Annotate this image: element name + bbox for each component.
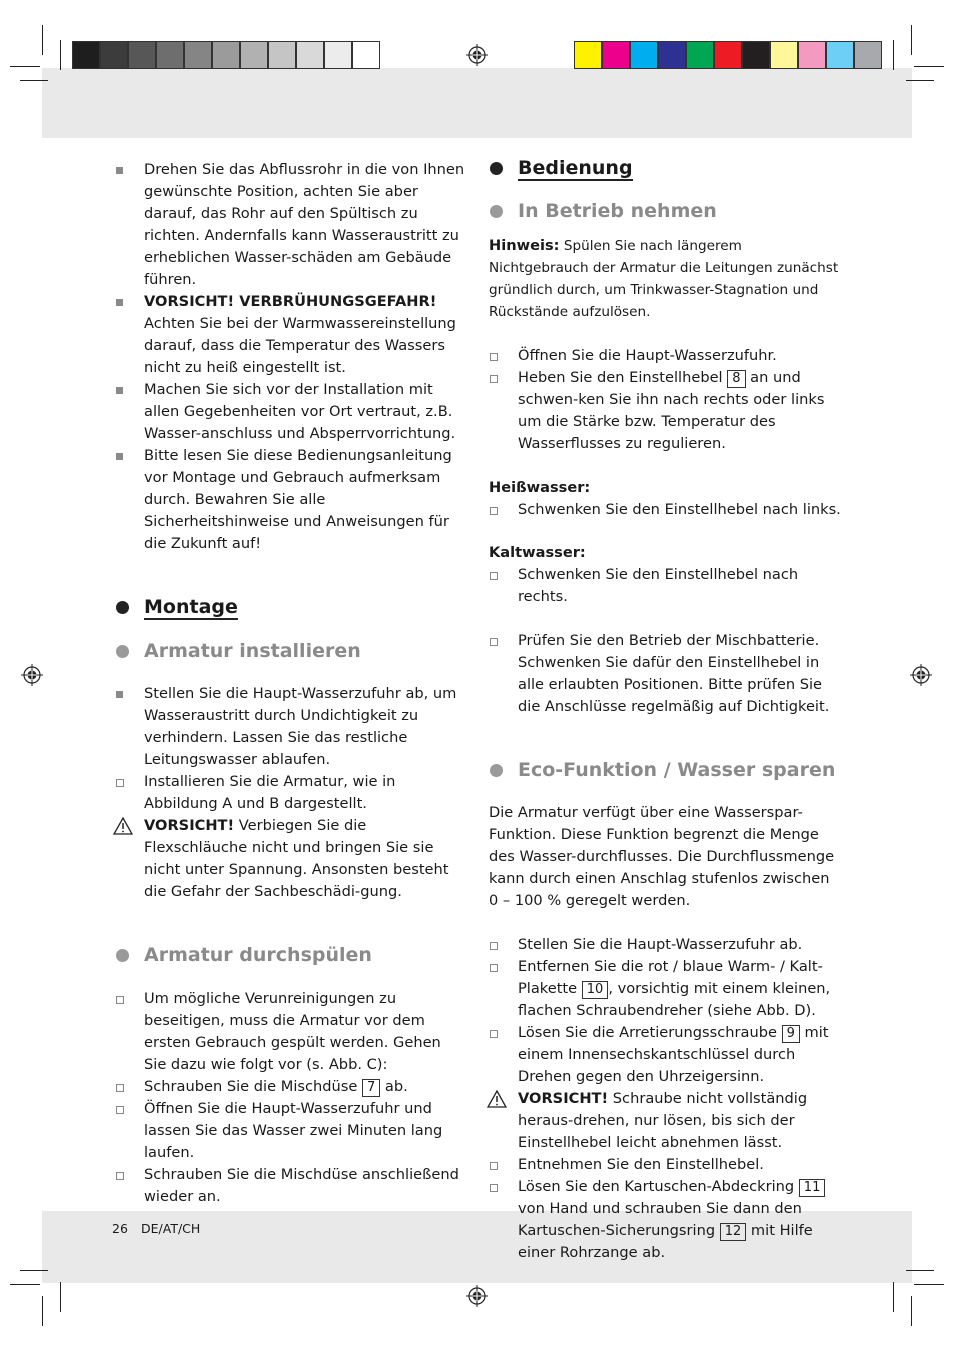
bullet-dot-icon	[490, 162, 503, 175]
list-item-text: Machen Sie sich vor der Installation mit allen Gegebenheiten vor Ort vertraut, z.B. Wasser-anschluss und Absperrvorrichtung.	[144, 381, 456, 442]
list-item: Stellen Sie die Haupt-Wasserzufuhr ab.	[489, 934, 841, 956]
list-item: Entfernen Sie die rot / blaue Warm- / Kalt-Plakette 10 , vorsichtig mit einem kleinen, flachen Schraubendreher (siehe Abb. D).	[489, 956, 841, 1022]
checkbox-bullet-icon	[116, 1106, 124, 1114]
part-reference: 9	[782, 1025, 800, 1043]
region-label: DE/AT/CH	[141, 1221, 201, 1236]
calibration-swatch	[72, 41, 100, 69]
checkbox-bullet-icon	[116, 779, 124, 787]
calibration-swatch	[798, 41, 826, 69]
calibration-swatch	[742, 41, 770, 69]
checkbox-bullet-icon	[116, 996, 124, 1004]
warning-triangle-icon	[113, 817, 133, 835]
part-reference: 8	[727, 370, 745, 388]
calibration-swatch	[296, 41, 324, 69]
calibration-swatch	[854, 41, 882, 69]
list-item: Um mögliche Verunreinigungen zu beseitigen, muss die Armatur vor dem ersten Gebrauch gespült werden. Gehen Sie dazu wie folgt vor (s. Abb. C):	[115, 988, 467, 1076]
checkbox-bullet-icon	[490, 942, 498, 950]
checkbox-bullet-icon	[116, 1172, 124, 1180]
left-column	[115, 159, 467, 1208]
calibration-swatch	[128, 41, 156, 69]
bullet-dot-icon	[490, 205, 503, 218]
checkbox-bullet-icon	[490, 638, 498, 646]
calibration-swatch	[826, 41, 854, 69]
calibration-swatch	[602, 41, 630, 69]
calibration-swatch	[184, 41, 212, 69]
calibration-swatch	[268, 41, 296, 69]
checkbox-bullet-icon	[490, 375, 498, 383]
registration-mark-icon	[21, 664, 43, 686]
list-item: Schwenken Sie den Einstellhebel nach links.	[489, 499, 841, 521]
list-item-text: Achten Sie bei der Warmwassereinstellung darauf, dass die Temperatur des Wassers nicht zu heiß eingestellt ist.	[144, 315, 456, 376]
calibration-swatch	[324, 41, 352, 69]
section-heading-montage: Montage	[115, 595, 467, 619]
part-reference: 11	[799, 1179, 826, 1197]
list-item: Entnehmen Sie den Einstellhebel.	[489, 1154, 841, 1176]
list-item	[115, 291, 467, 379]
bullet-dot-icon	[490, 764, 503, 777]
registration-mark-icon	[466, 44, 488, 66]
square-bullet-icon	[116, 691, 123, 698]
eco-paragraph: Die Armatur verfügt über eine Wasserspar-Funktion. Diese Funktion begrenzt die Menge des Wasser-durchflusses. Die Durchflussmenge kann durch einen Anschlag stufenlos zwischen 0 – 100 % geregelt werden.	[489, 804, 835, 909]
list-item: Schwenken Sie den Einstellhebel nach rechts.	[489, 564, 841, 608]
part-reference: 7	[362, 1079, 380, 1097]
warning-triangle-icon	[487, 1090, 507, 1108]
subheading-armatur-durchspuelen: Armatur durchspülen	[115, 943, 467, 967]
square-bullet-icon	[116, 387, 123, 394]
cold-water-label: Kaltwasser:	[489, 544, 586, 561]
checkbox-bullet-icon	[490, 572, 498, 580]
hint-paragraph: Hinweis: Spülen Sie nach längerem Nichtgebrauch der Armatur die Leitungen zunächst gründlich durch, um Trinkwasser-Stagnation und Rückstände aufzulösen.	[489, 237, 839, 320]
section-heading-bedienung: Bedienung	[489, 156, 841, 180]
bullet-dot-icon	[116, 949, 129, 962]
calibration-swatch	[240, 41, 268, 69]
right-column	[489, 156, 841, 1264]
list-item: Öffnen Sie die Haupt-Wasserzufuhr und lassen Sie das Wasser zwei Minuten lang laufen.	[115, 1098, 467, 1164]
checkbox-bullet-icon	[116, 1084, 124, 1092]
warning-label: VORSICHT! VERBRÜHUNGSGEFAHR!	[144, 293, 437, 310]
calibration-swatch	[770, 41, 798, 69]
warning-item: VORSICHT! Schraube nicht vollständig heraus-drehen, nur lösen, bis sich der Einstellhebel leicht abnehmen lässt.	[489, 1088, 841, 1154]
checkbox-bullet-icon	[490, 507, 498, 515]
subheading-in-betrieb-nehmen: In Betrieb nehmen	[489, 199, 841, 223]
intro-list	[115, 159, 467, 555]
list-item: Heben Sie den Einstellhebel 8 an und schwen-ken Sie ihn nach rechts oder links um die Stärke bzw. Temperatur des Wasserflusses zu regulieren.	[489, 367, 841, 455]
list-item: Lösen Sie die Arretierungsschraube 9 mit einem Innensechskantschlüssel durch Drehen gegen den Uhrzeigersinn.	[489, 1022, 841, 1088]
calibration-swatch	[574, 41, 602, 69]
calibration-swatch	[658, 41, 686, 69]
checkbox-bullet-icon	[490, 1030, 498, 1038]
list-item: Lösen Sie den Kartuschen-Abdeckring 11 von Hand und schrauben Sie dann den Kartuschen-Sicherungsring 12 mit Hilfe einer Rohrzange ab.	[489, 1176, 841, 1264]
list-item: Prüfen Sie den Betrieb der Mischbatterie. Schwenken Sie dafür den Einstellhebel in alle erlaubten Positionen. Bitte prüfen Sie die Anschlüsse regelmäßig auf Dichtigkeit.	[489, 630, 841, 718]
list-item: Schrauben Sie die Mischdüse anschließend wieder an.	[115, 1164, 467, 1208]
header-band	[42, 68, 912, 138]
square-bullet-icon	[116, 299, 123, 306]
checkbox-bullet-icon	[490, 1184, 498, 1192]
registration-mark-icon	[466, 1285, 488, 1307]
list-item: Stellen Sie die Haupt-Wasserzufuhr ab, um Wasseraustritt durch Undichtigkeit zu verhindern. Lassen Sie das restliche Leitungswasser ablaufen.	[115, 683, 467, 771]
checkbox-bullet-icon	[490, 964, 498, 972]
part-reference: 12	[720, 1223, 747, 1241]
list-item: Öffnen Sie die Haupt-Wasserzufuhr.	[489, 345, 841, 367]
bullet-dot-icon	[116, 601, 129, 614]
bullet-dot-icon	[116, 645, 129, 658]
square-bullet-icon	[116, 453, 123, 460]
calibration-swatch	[714, 41, 742, 69]
subheading-armatur-installieren: Armatur installieren	[115, 639, 467, 663]
list-item	[115, 379, 467, 445]
list-item: Schrauben Sie die Mischdüse 7 ab.	[115, 1076, 467, 1098]
checkbox-bullet-icon	[490, 1162, 498, 1170]
calibration-swatch	[352, 41, 380, 69]
calibration-swatch	[156, 41, 184, 69]
calibration-swatch	[630, 41, 658, 69]
calibration-swatch	[100, 41, 128, 69]
calibration-swatch	[686, 41, 714, 69]
square-bullet-icon	[116, 167, 123, 174]
list-item	[115, 159, 467, 291]
subheading-eco-funktion: Eco-Funktion / Wasser sparen	[489, 758, 841, 782]
page-number: 26	[112, 1221, 128, 1236]
checkbox-bullet-icon	[490, 353, 498, 361]
registration-mark-icon	[910, 664, 932, 686]
list-item	[115, 445, 467, 555]
warning-item: VORSICHT! Verbiegen Sie die Flexschläuche nicht und bringen Sie sie nicht unter Spannung. Ansonsten besteht die Gefahr der Sachbeschädi-gung.	[115, 815, 467, 903]
list-item-text: Drehen Sie das Abflussrohr in die von Ihnen gewünschte Position, achten Sie aber darauf, das Rohr auf den Spültisch zu richten. Andernfalls kann Wasseraustritt zu erheblichen Wasser-schäden am Gebäude führen.	[144, 161, 465, 288]
hot-water-label: Heißwasser:	[489, 479, 591, 496]
part-reference: 10	[582, 981, 609, 999]
list-item-text: Bitte lesen Sie diese Bedienungsanleitung vor Montage und Gebrauch aufmerksam durch. Bewahren Sie alle Sicherheitshinweise und Anweisungen für die Zukunft auf!	[144, 447, 452, 552]
calibration-swatch	[212, 41, 240, 69]
list-item: Installieren Sie die Armatur, wie in Abbildung A und B dargestellt.	[115, 771, 467, 815]
